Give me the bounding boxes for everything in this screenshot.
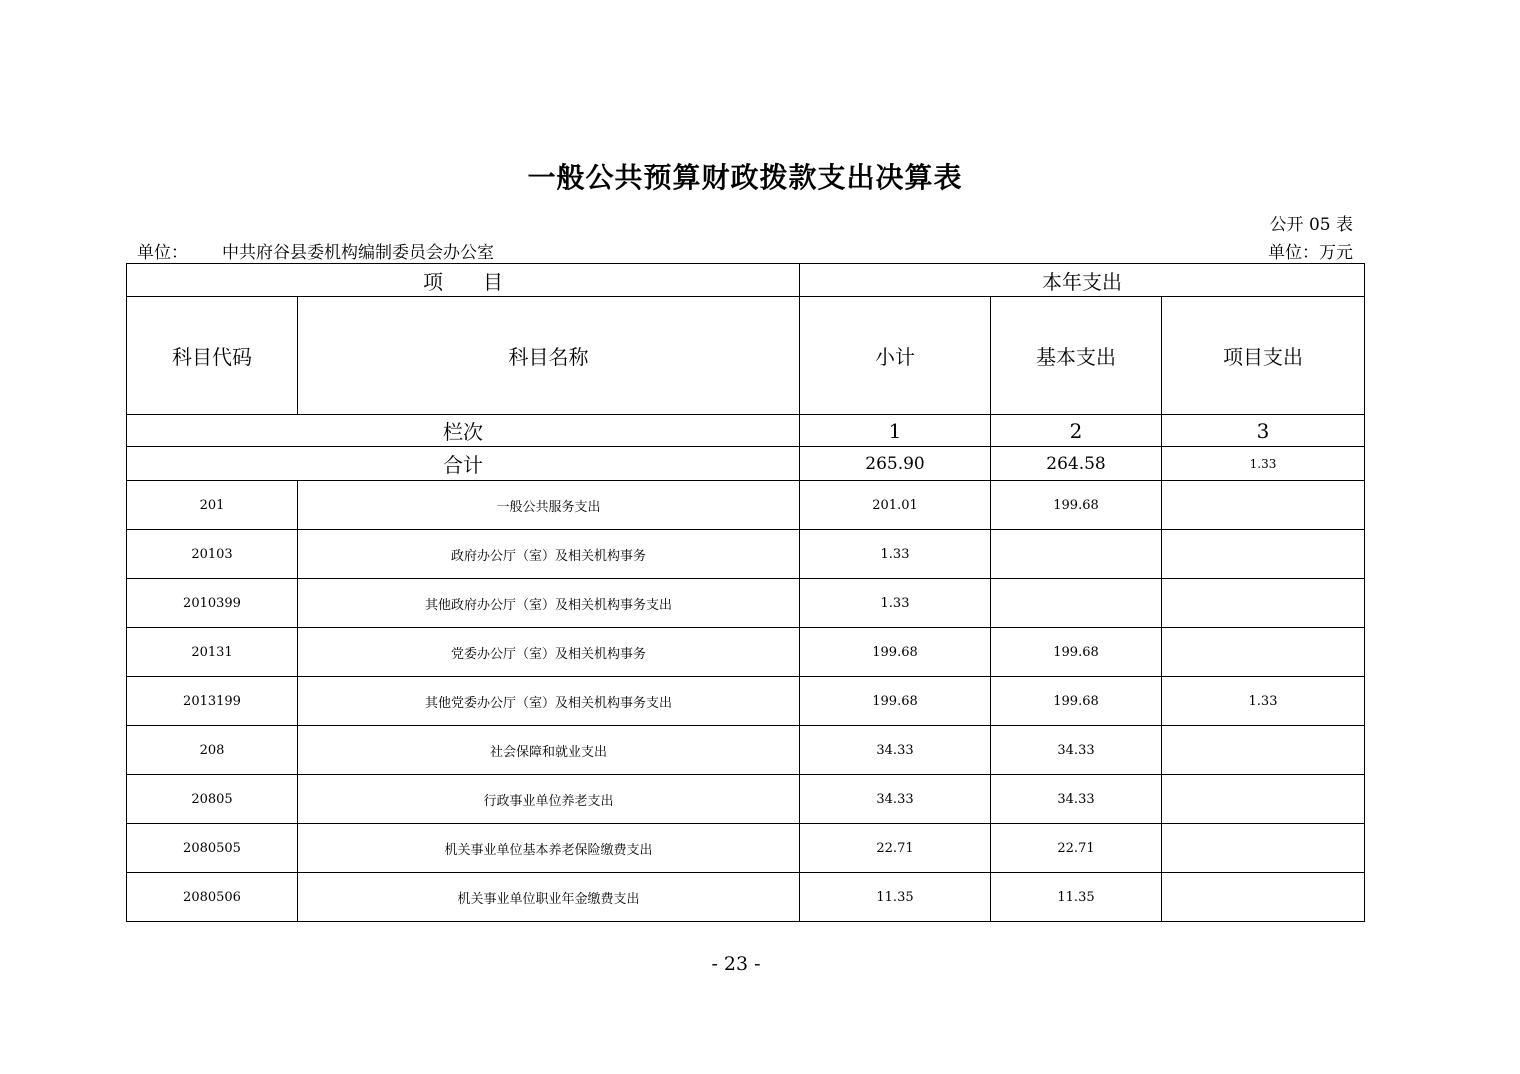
row-project xyxy=(1162,824,1365,873)
row-project xyxy=(1162,873,1365,922)
table-row xyxy=(127,481,1365,530)
row-name: 机关事业单位职业年金缴费支出 xyxy=(298,873,800,922)
row-subtotal: 1.33 xyxy=(800,579,991,628)
header-name: 科目名称 xyxy=(298,297,800,415)
row-code: 201 xyxy=(127,481,298,530)
row-basic: 34.33 xyxy=(991,726,1162,775)
row-subtotal: 11.35 xyxy=(800,873,991,922)
header-code: 科目代码 xyxy=(127,297,298,415)
row-code: 208 xyxy=(127,726,298,775)
row-basic: 11.35 xyxy=(991,873,1162,922)
budget-table xyxy=(126,263,1365,922)
table-row xyxy=(127,726,1365,775)
row-basic: 199.68 xyxy=(991,628,1162,677)
header-group-row xyxy=(127,264,1365,297)
row-project xyxy=(1162,530,1365,579)
table-row xyxy=(127,530,1365,579)
column-index-2: 2 xyxy=(991,415,1162,447)
unit-label: 单位： xyxy=(137,243,188,263)
total-label: 合计 xyxy=(127,447,800,481)
column-index-3: 3 xyxy=(1162,415,1365,447)
row-project xyxy=(1162,628,1365,677)
row-basic: 34.33 xyxy=(991,775,1162,824)
total-project: 1.33 xyxy=(1162,447,1365,481)
table-row xyxy=(127,873,1365,922)
row-name: 政府办公厅（室）及相关机构事务 xyxy=(298,530,800,579)
row-name: 机关事业单位基本养老保险缴费支出 xyxy=(298,824,800,873)
table-row xyxy=(127,628,1365,677)
column-index-1: 1 xyxy=(800,415,991,447)
row-name: 党委办公厅（室）及相关机构事务 xyxy=(298,628,800,677)
page-title: 一般公共预算财政拨款支出决算表 xyxy=(527,161,963,194)
total-basic: 264.58 xyxy=(991,447,1162,481)
row-name: 其他政府办公厅（室）及相关机构事务支出 xyxy=(298,579,800,628)
column-index-row xyxy=(127,415,1365,447)
row-project: 1.33 xyxy=(1162,677,1365,726)
row-subtotal: 34.33 xyxy=(800,726,991,775)
total-subtotal: 265.90 xyxy=(800,447,991,481)
row-code: 2010399 xyxy=(127,579,298,628)
row-basic: 199.68 xyxy=(991,481,1162,530)
header-current-year: 本年支出 xyxy=(800,264,1365,297)
row-project xyxy=(1162,726,1365,775)
table-row xyxy=(127,824,1365,873)
row-subtotal: 22.71 xyxy=(800,824,991,873)
row-code: 2080506 xyxy=(127,873,298,922)
row-basic xyxy=(991,579,1162,628)
row-subtotal: 34.33 xyxy=(800,775,991,824)
total-row xyxy=(127,447,1365,481)
currency-unit: 单位：万元 xyxy=(1268,243,1353,263)
unit-info xyxy=(137,238,494,263)
table-row xyxy=(127,677,1365,726)
row-code: 20805 xyxy=(127,775,298,824)
row-name: 行政事业单位养老支出 xyxy=(298,775,800,824)
row-basic xyxy=(991,530,1162,579)
row-name: 一般公共服务支出 xyxy=(298,481,800,530)
row-code: 2080505 xyxy=(127,824,298,873)
row-subtotal: 199.68 xyxy=(800,628,991,677)
row-subtotal: 1.33 xyxy=(800,530,991,579)
row-name: 社会保障和就业支出 xyxy=(298,726,800,775)
row-basic: 199.68 xyxy=(991,677,1162,726)
form-number: 公开 05 表 xyxy=(1269,215,1353,235)
table-row xyxy=(127,775,1365,824)
header-item: 项 目 xyxy=(127,264,800,297)
header-column-row xyxy=(127,297,1365,415)
row-subtotal: 199.68 xyxy=(800,677,991,726)
column-index-label: 栏次 xyxy=(127,415,800,447)
row-name: 其他党委办公厅（室）及相关机构事务支出 xyxy=(298,677,800,726)
row-code: 2013199 xyxy=(127,677,298,726)
row-project xyxy=(1162,579,1365,628)
unit-name: 中共府谷县委机构编制委员会办公室 xyxy=(222,243,494,263)
header-subtotal: 小计 xyxy=(800,297,991,415)
row-subtotal: 201.01 xyxy=(800,481,991,530)
row-project xyxy=(1162,481,1365,530)
table-row xyxy=(127,579,1365,628)
row-project xyxy=(1162,775,1365,824)
row-code: 20103 xyxy=(127,530,298,579)
row-code: 20131 xyxy=(127,628,298,677)
page-number: - 23 - xyxy=(711,953,761,975)
header-basic: 基本支出 xyxy=(991,297,1162,415)
header-project: 项目支出 xyxy=(1162,297,1365,415)
row-basic: 22.71 xyxy=(991,824,1162,873)
